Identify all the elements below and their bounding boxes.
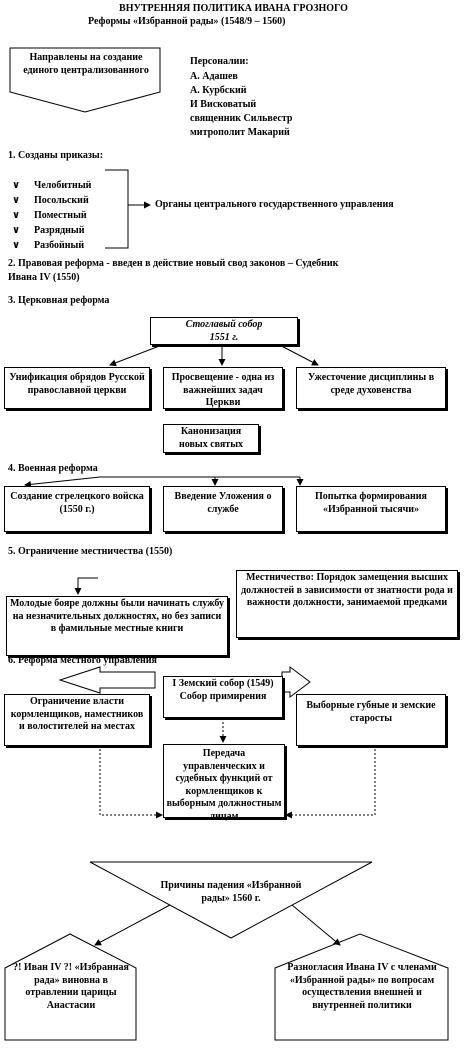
- personnel-name: священник Сильвестр: [190, 113, 293, 124]
- chosen-thousand-box: Попытка формирования «Избранной тысячи»: [296, 486, 446, 532]
- central-organs-label: Органы центрального государственного управления: [155, 199, 394, 210]
- section3-heading: 3. Церковная реформа: [8, 295, 110, 306]
- zemsky-sobor-box: I Земский собор (1549) Собор примирения: [163, 676, 283, 718]
- direction-text: Направлены на создание единого централизованного: [23, 52, 149, 76]
- section2-line1: 2. Правовая реформа - введен в действие новый свод законов – Судебник: [8, 258, 339, 269]
- section1-heading: 1. Созданы приказы:: [8, 150, 104, 161]
- fall-right-text: Разногласия Ивана IV с членами «Избранной рады» по вопросам осуществления внешней и внутренней политики: [287, 962, 437, 1011]
- service-code-box: Введение Уложения о службе: [163, 486, 283, 532]
- prikazy-bracket: [105, 170, 128, 248]
- title-line2: Реформы «Избранной рады» (1548/9 – 1560): [88, 16, 286, 27]
- personnel-name: митрополит Макарий: [190, 127, 290, 138]
- fall-heading: Причины падения «Избранной рады» 1560 г.: [160, 880, 302, 904]
- streltsy-box: Создание стрелецкого войска (1550 г.): [4, 486, 150, 532]
- elected-elders-box: Выборные губные и земские старосты: [296, 694, 446, 746]
- discipline-box: Ужесточение дисциплины в среде духовенства: [296, 367, 446, 409]
- section5-heading: 5. Ограничение местничества (1550): [8, 546, 173, 557]
- stoglav-council-box: [150, 317, 298, 345]
- young-boyars-box: Молодые бояре должны были начинать службу на незначительных должностях, но без записи в фамильные местные книги: [6, 596, 228, 656]
- council-year: 1551 г.: [209, 331, 239, 343]
- personnel-name: А. Адашев: [190, 71, 238, 82]
- unification-box: Унификация обрядов Русской православной церкви: [4, 367, 150, 409]
- prikaz-item: ∨ Челобитный: [12, 180, 92, 191]
- prikaz-item: ∨ Посольский: [12, 195, 89, 206]
- hollow-arrow-left: [60, 667, 155, 693]
- limit-feeders-box: Ограничение власти кормленщиков, наместников и волостителей на местах: [4, 694, 150, 746]
- council-name: Стоглавый собор: [185, 319, 263, 330]
- personnel-heading: Персоналии:: [190, 56, 249, 67]
- personnel-name: И Висковатый: [190, 99, 257, 110]
- prikaz-item: ∨ Разрядный: [12, 225, 85, 236]
- canonization-box: Канонизация новых святых: [163, 424, 259, 453]
- personnel-name: А. Курбский: [190, 85, 247, 96]
- section2-line2: Ивана IV (1550): [8, 272, 80, 283]
- enlightenment-box: Просвещение - одна из важнейших задач Церкви: [163, 367, 283, 409]
- title-line1: ВНУТРЕННЯЯ ПОЛИТИКА ИВАНА ГРОЗНОГО: [119, 3, 348, 14]
- section4-heading: 4. Военная реформа: [8, 463, 98, 474]
- prikaz-item: ∨ Поместный: [12, 210, 87, 221]
- fall-left-text: ?! Иван IV ?! «Избранная рада» виновна в отравлении царицы Анастасии: [13, 962, 129, 1011]
- prikaz-item: ∨ Разбойный: [12, 240, 85, 251]
- section6-heading: 6. Реформа местного управления: [8, 655, 157, 666]
- hollow-arrow-right: [282, 667, 310, 697]
- transfer-functions-box: Передача управленческих и судебных функций от кормленщиков к выборным должностным лицам: [163, 744, 285, 818]
- mestnichestvo-definition-box: Местничество: Порядок замещения высших должностей в зависимости от знатности рода и важности должности, занимаемой предками: [236, 570, 458, 638]
- personnel-list: [190, 70, 390, 140]
